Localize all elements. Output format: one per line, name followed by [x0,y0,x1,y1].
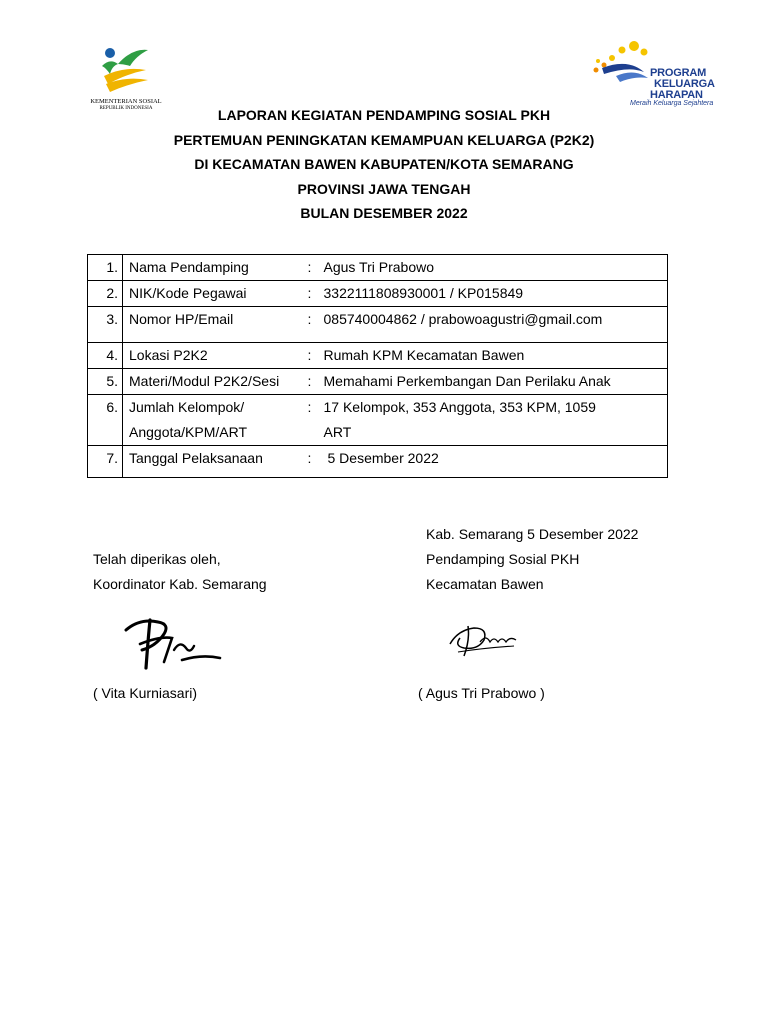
pkh-text-2: KELUARGA [654,78,715,90]
row-value: 3322111808930001 / KP015849 [324,281,668,307]
row-label: Tanggal Pelaksanaan [123,446,308,478]
district-name: Kecamatan Bawen [426,576,544,592]
row-separator: : [308,281,324,307]
title-line-1: LAPORAN KEGIATAN PENDAMPING SOSIAL PKH [217,107,551,123]
row-label: Materi/Modul P2K2/Sesi [123,369,308,395]
row-value: 085740004862 / prabowoagustri@gmail.com [324,307,668,343]
row-label: Nomor HP/Email [123,307,308,343]
row-value-text: 5 Desember 2022 [327,450,439,466]
row-number: 5. [88,369,123,395]
row-value-line-1: 17 Kelompok, 353 Anggota, 353 KPM, 1059 [323,399,596,415]
table-row [88,281,668,307]
place-date: Kab. Semarang 5 Desember 2022 [426,526,639,542]
row-separator: : [308,343,324,369]
row-number: 6. [88,395,123,446]
row-value [324,446,668,478]
row-value: Memahami Perkembangan Dan Perilaku Anak [324,369,668,395]
companion-title: Pendamping Sosial PKH [426,551,580,567]
row-separator: : [308,255,324,281]
coordinator-title: Koordinator Kab. Semarang [93,576,267,592]
row-value [324,395,668,446]
checked-by-label: Telah diperikas oleh, [93,551,221,567]
table-row [88,255,668,281]
kemensos-text-2: REPUBLIK INDONESIA [99,106,153,111]
table-row [88,369,668,395]
row-number: 1. [88,255,123,281]
row-number: 7. [88,446,123,478]
kemensos-text-1: KEMENTERIAN SOSIAL [90,98,162,105]
row-separator: : [308,446,324,478]
table-row [88,395,668,446]
coordinator-name: ( Vita Kurniasari) [93,685,198,701]
table-row [88,307,668,343]
row-label-line-1: Jumlah Kelompok/ [129,399,245,415]
report-title [0,103,768,226]
title-line-2: PERTEMUAN PENINGKATAN KEMAMPUAN KELUARGA (P2K2) [173,131,595,148]
info-table [87,254,668,478]
signature-left-icon [120,610,230,672]
table-row [88,446,668,478]
title-line-4: PROVINSI JAWA TENGAH [297,180,471,197]
title-line-5: BULAN DESEMBER 2022 [300,205,468,221]
table-row [88,343,668,369]
row-number: 2. [88,281,123,307]
signature-right-icon [444,620,524,662]
row-label: Lokasi P2K2 [123,343,308,369]
row-label-line-2: Anggota/KPM/ART [129,424,248,440]
row-number: 4. [88,343,123,369]
pkh-text-1: PROGRAM [650,67,707,79]
kemensos-emblem-icon [96,44,156,96]
row-value: Agus Tri Prabowo [324,255,668,281]
row-value-line-2: ART [323,424,352,440]
row-number: 3. [88,307,123,343]
row-value: Rumah KPM Kecamatan Bawen [324,343,668,369]
row-label: NIK/Kode Pegawai [123,281,308,307]
signature-block-left [93,547,267,597]
signature-block-right [426,522,638,597]
row-label [123,395,308,446]
title-line-3: DI KECAMATAN BAWEN KABUPATEN/KOTA SEMARANG [194,156,574,172]
pkh-tagline: Meraih Keluarga Sejahtera [630,100,714,107]
row-separator: : [308,369,324,395]
row-separator: : [308,307,324,343]
companion-name: ( Agus Tri Prabowo ) [418,685,545,701]
row-label: Nama Pendamping [123,255,308,281]
pkh-text-3: HARAPAN [650,89,703,101]
row-separator: : [308,395,324,446]
